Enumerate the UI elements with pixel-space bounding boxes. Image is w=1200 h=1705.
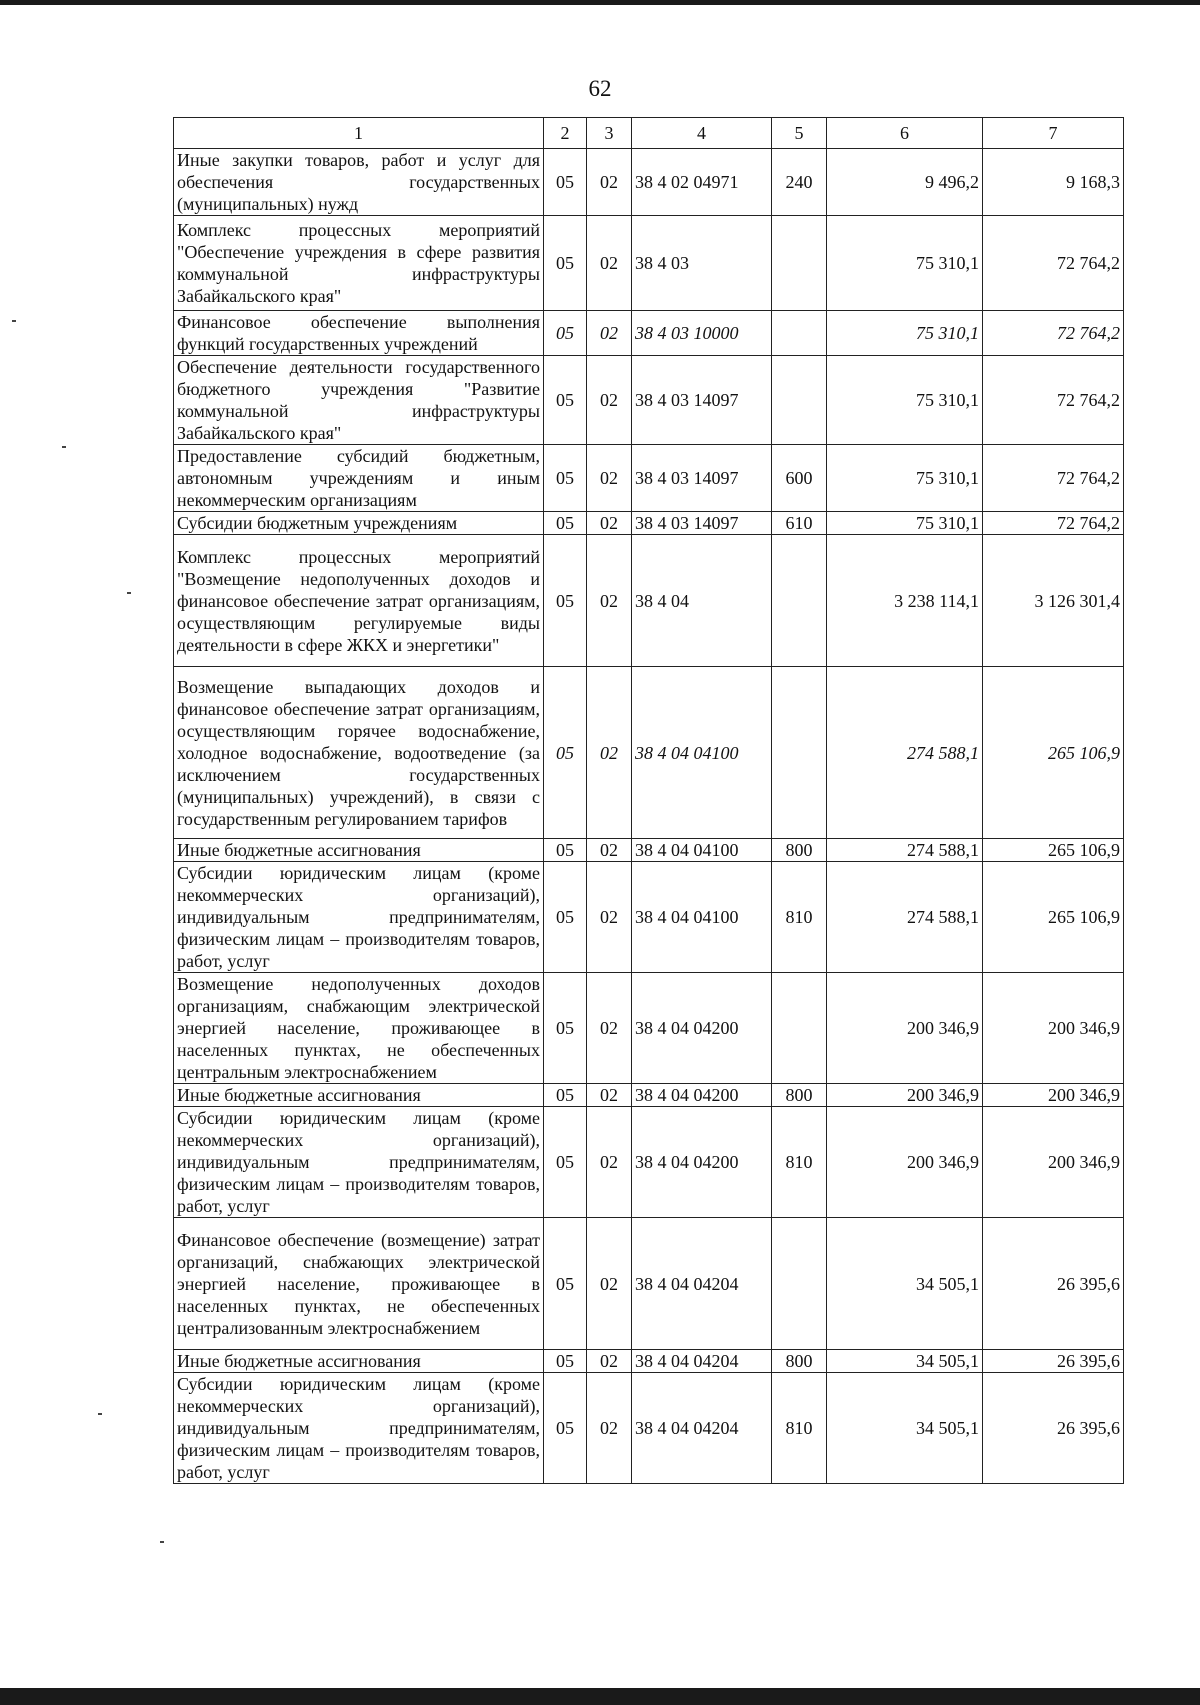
- subsection-code: 02: [587, 1218, 632, 1350]
- subsection-code: 02: [587, 1107, 632, 1218]
- item-name: Субсидии юридическим лицам (кроме некоммерческих организаций), индивидуальным предпринимателям, физическим лицам – производителям товаров, работ, услуг: [174, 862, 544, 973]
- item-name: Субсидии бюджетным учреждениям: [174, 512, 544, 535]
- expense-type-code: [772, 1218, 827, 1350]
- expense-type-code: [772, 667, 827, 839]
- column-header: 2: [544, 118, 587, 149]
- budget-table: [173, 117, 1124, 1484]
- amount-year-1: 274 588,1: [827, 839, 983, 862]
- margin-mark: [160, 1541, 164, 1543]
- table-row: [174, 216, 1124, 311]
- amount-year-2: 265 106,9: [983, 667, 1124, 839]
- amount-year-2: 26 395,6: [983, 1373, 1124, 1484]
- header-row: [174, 118, 1124, 149]
- table-row: [174, 1373, 1124, 1484]
- subsection-code: 02: [587, 356, 632, 445]
- section-code: 05: [544, 1218, 587, 1350]
- item-name: Иные закупки товаров, работ и услуг для обеспечения государственных (муниципальных) нужд: [174, 149, 544, 216]
- subsection-code: 02: [587, 667, 632, 839]
- column-header: 1: [174, 118, 544, 149]
- table-row: [174, 1084, 1124, 1107]
- section-code: 05: [544, 1107, 587, 1218]
- amount-year-2: 72 764,2: [983, 216, 1124, 311]
- table-row: [174, 973, 1124, 1084]
- page-number: 62: [588, 76, 612, 101]
- amount-year-2: 72 764,2: [983, 512, 1124, 535]
- subsection-code: 02: [587, 149, 632, 216]
- target-article-code: 38 4 03: [632, 216, 772, 311]
- expense-type-code: 610: [772, 512, 827, 535]
- column-header: 7: [983, 118, 1124, 149]
- target-article-code: 38 4 03 10000: [632, 311, 772, 356]
- amount-year-1: 75 310,1: [827, 512, 983, 535]
- column-header: 6: [827, 118, 983, 149]
- table-row: [174, 839, 1124, 862]
- subsection-code: 02: [587, 535, 632, 667]
- amount-year-2: 265 106,9: [983, 862, 1124, 973]
- subsection-code: 02: [587, 445, 632, 512]
- target-article-code: 38 4 04 04200: [632, 1107, 772, 1218]
- subsection-code: 02: [587, 839, 632, 862]
- table-body: [174, 149, 1124, 1484]
- section-code: 05: [544, 862, 587, 973]
- amount-year-1: 34 505,1: [827, 1218, 983, 1350]
- amount-year-1: 34 505,1: [827, 1373, 983, 1484]
- subsection-code: 02: [587, 1350, 632, 1373]
- amount-year-1: 75 310,1: [827, 311, 983, 356]
- target-article-code: 38 4 02 04971: [632, 149, 772, 216]
- margin-mark: [98, 1413, 102, 1415]
- item-name: Возмещение выпадающих доходов и финансовое обеспечение затрат организациям, осуществляющим горячее водоснабжение, холодное водоснабжение, водоотведение (за исключением государственных (муниципальных) учреждений), в связи с государственным регулированием тарифов: [174, 667, 544, 839]
- amount-year-1: 200 346,9: [827, 973, 983, 1084]
- expense-type-code: 800: [772, 1084, 827, 1107]
- item-name: Субсидии юридическим лицам (кроме некоммерческих организаций), индивидуальным предпринимателям, физическим лицам – производителям товаров, работ, услуг: [174, 1107, 544, 1218]
- item-name: Обеспечение деятельности государственного бюджетного учреждения "Развитие коммунальной инфраструктуры Забайкальского края": [174, 356, 544, 445]
- item-name: Комплекс процессных мероприятий "Возмещение недополученных доходов и финансовое обеспечение затрат организациям, осуществляющим регулируемые виды деятельности в сфере ЖКХ и энергетики": [174, 535, 544, 667]
- amount-year-2: 200 346,9: [983, 1107, 1124, 1218]
- table-row: [174, 1350, 1124, 1373]
- expense-type-code: [772, 535, 827, 667]
- section-code: 05: [544, 149, 587, 216]
- target-article-code: 38 4 03 14097: [632, 445, 772, 512]
- margin-mark: [12, 320, 16, 322]
- expense-type-code: 800: [772, 839, 827, 862]
- target-article-code: 38 4 04 04100: [632, 862, 772, 973]
- column-header: 5: [772, 118, 827, 149]
- target-article-code: 38 4 04 04200: [632, 1084, 772, 1107]
- amount-year-2: 26 395,6: [983, 1218, 1124, 1350]
- expense-type-code: [772, 973, 827, 1084]
- amount-year-1: 274 588,1: [827, 862, 983, 973]
- expense-type-code: 600: [772, 445, 827, 512]
- amount-year-1: 3 238 114,1: [827, 535, 983, 667]
- amount-year-2: 72 764,2: [983, 356, 1124, 445]
- subsection-code: 02: [587, 216, 632, 311]
- target-article-code: 38 4 04 04204: [632, 1350, 772, 1373]
- item-name: Финансовое обеспечение (возмещение) затрат организаций, снабжающих электрической энергией население, проживающее в населенных пунктах, не обеспеченных централизованным электроснабжением: [174, 1218, 544, 1350]
- subsection-code: 02: [587, 973, 632, 1084]
- amount-year-2: 9 168,3: [983, 149, 1124, 216]
- amount-year-1: 75 310,1: [827, 356, 983, 445]
- table-row: [174, 667, 1124, 839]
- section-code: 05: [544, 1084, 587, 1107]
- subsection-code: 02: [587, 311, 632, 356]
- table-row: [174, 445, 1124, 512]
- table-row: [174, 512, 1124, 535]
- amount-year-2: 3 126 301,4: [983, 535, 1124, 667]
- expense-type-code: 800: [772, 1350, 827, 1373]
- target-article-code: 38 4 04 04204: [632, 1373, 772, 1484]
- subsection-code: 02: [587, 1373, 632, 1484]
- table-row: [174, 311, 1124, 356]
- amount-year-2: 265 106,9: [983, 839, 1124, 862]
- expense-type-code: 240: [772, 149, 827, 216]
- table-row: [174, 1218, 1124, 1350]
- section-code: 05: [544, 667, 587, 839]
- expense-type-code: 810: [772, 1373, 827, 1484]
- target-article-code: 38 4 04 04204: [632, 1218, 772, 1350]
- table-header: [174, 118, 1124, 149]
- amount-year-2: 72 764,2: [983, 445, 1124, 512]
- margin-mark: [127, 592, 131, 594]
- section-code: 05: [544, 973, 587, 1084]
- amount-year-1: 200 346,9: [827, 1107, 983, 1218]
- table-row: [174, 1107, 1124, 1218]
- item-name: Иные бюджетные ассигнования: [174, 1350, 544, 1373]
- amount-year-1: 274 588,1: [827, 667, 983, 839]
- amount-year-2: 26 395,6: [983, 1350, 1124, 1373]
- amount-year-1: 200 346,9: [827, 1084, 983, 1107]
- item-name: Предоставление субсидий бюджетным, автономным учреждениям и иным некоммерческим организациям: [174, 445, 544, 512]
- subsection-code: 02: [587, 862, 632, 973]
- amount-year-2: 200 346,9: [983, 1084, 1124, 1107]
- expense-type-code: 810: [772, 862, 827, 973]
- table-row: [174, 862, 1124, 973]
- section-code: 05: [544, 512, 587, 535]
- scan-border-top: [0, 0, 1200, 5]
- column-header: 4: [632, 118, 772, 149]
- margin-mark: [62, 446, 66, 448]
- subsection-code: 02: [587, 1084, 632, 1107]
- expense-type-code: [772, 216, 827, 311]
- expense-type-code: 810: [772, 1107, 827, 1218]
- section-code: 05: [544, 216, 587, 311]
- section-code: 05: [544, 535, 587, 667]
- target-article-code: 38 4 04: [632, 535, 772, 667]
- amount-year-2: 72 764,2: [983, 311, 1124, 356]
- section-code: 05: [544, 839, 587, 862]
- section-code: 05: [544, 445, 587, 512]
- table-row: [174, 149, 1124, 216]
- item-name: Возмещение недополученных доходов организациям, снабжающим электрической энергией население, проживающее в населенных пунктах, не обеспеченных центральным электроснабжением: [174, 973, 544, 1084]
- table-row: [174, 535, 1124, 667]
- expense-type-code: [772, 311, 827, 356]
- amount-year-1: 75 310,1: [827, 445, 983, 512]
- amount-year-2: 200 346,9: [983, 973, 1124, 1084]
- target-article-code: 38 4 03 14097: [632, 512, 772, 535]
- section-code: 05: [544, 1350, 587, 1373]
- item-name: Субсидии юридическим лицам (кроме некоммерческих организаций), индивидуальным предпринимателям, физическим лицам – производителям товаров, работ, услуг: [174, 1373, 544, 1484]
- section-code: 05: [544, 356, 587, 445]
- scan-border-bottom: [0, 1688, 1200, 1705]
- item-name: Иные бюджетные ассигнования: [174, 839, 544, 862]
- item-name: Финансовое обеспечение выполнения функций государственных учреждений: [174, 311, 544, 356]
- amount-year-1: 75 310,1: [827, 216, 983, 311]
- subsection-code: 02: [587, 512, 632, 535]
- section-code: 05: [544, 1373, 587, 1484]
- amount-year-1: 9 496,2: [827, 149, 983, 216]
- target-article-code: 38 4 04 04100: [632, 839, 772, 862]
- table-row: [174, 356, 1124, 445]
- item-name: Комплекс процессных мероприятий "Обеспечение учреждения в сфере развития коммунальной инфраструктуры Забайкальского края": [174, 216, 544, 311]
- section-code: 05: [544, 311, 587, 356]
- column-header: 3: [587, 118, 632, 149]
- amount-year-1: 34 505,1: [827, 1350, 983, 1373]
- target-article-code: 38 4 04 04200: [632, 973, 772, 1084]
- target-article-code: 38 4 03 14097: [632, 356, 772, 445]
- expense-type-code: [772, 356, 827, 445]
- target-article-code: 38 4 04 04100: [632, 667, 772, 839]
- item-name: Иные бюджетные ассигнования: [174, 1084, 544, 1107]
